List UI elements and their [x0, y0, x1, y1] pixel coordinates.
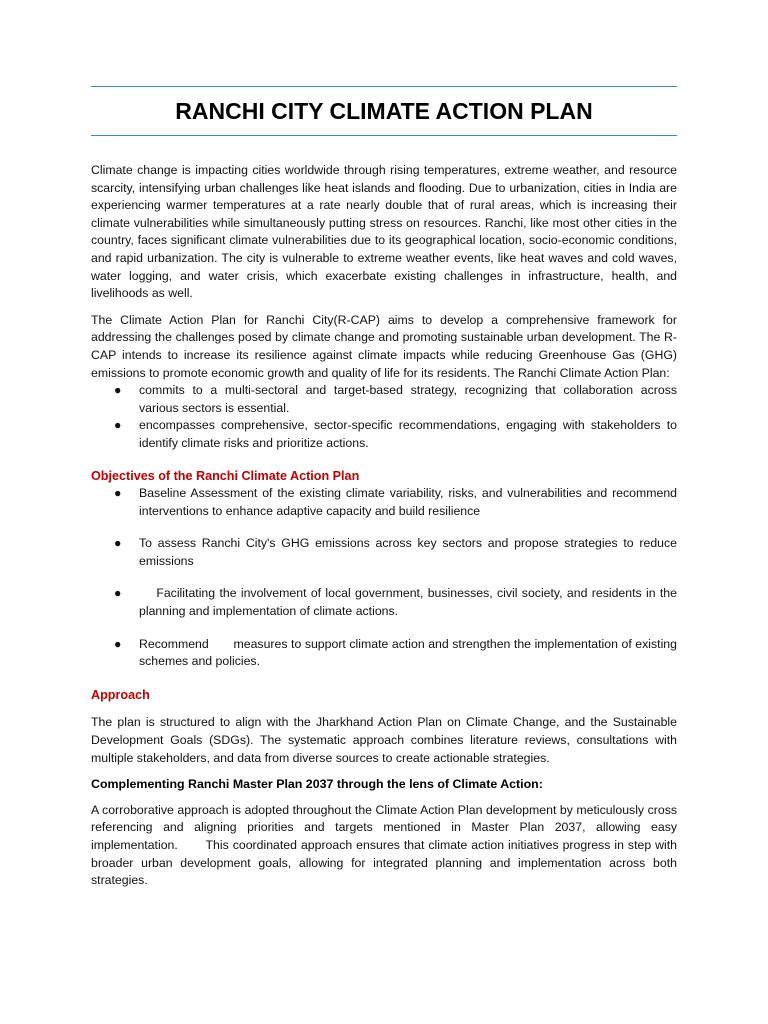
approach-heading: Approach	[91, 687, 150, 702]
list-item	[91, 535, 677, 570]
list-item-text: Baseline Assessment of the existing climate variability, risks, and vulnerabilities and recommend interventions to enhance adaptive capacity and build resilience	[139, 486, 677, 518]
list-item	[91, 382, 677, 417]
list-item-text: Recommend measures to support climate action and strengthen the implementation of existing schemes and policies.	[139, 636, 677, 669]
bullet-icon: ●	[114, 536, 122, 551]
plan-points-list	[91, 382, 677, 452]
complement-heading: Complementing Ranchi Master Plan 2037 through the lens of Climate Action:	[91, 777, 543, 792]
bullet-icon: ●	[114, 383, 122, 398]
bullet-icon: ●	[114, 636, 122, 651]
objectives-list	[91, 485, 677, 671]
objectives-heading: Objectives of the Ranchi Climate Action Plan	[91, 468, 360, 483]
list-item-text: commits to a multi-sectoral and target-based strategy, recognizing that collaboration across various sectors is essential.	[139, 383, 677, 415]
title-block	[91, 86, 677, 136]
approach-paragraph: The plan is structured to align with the Jharkhand Action Plan on Climate Change, and the Sustainable Development Goals (SDGs). The systematic approach combines literature reviews, consultations with multiple stakeholders, and data from diverse sources to create actionable strategies.	[91, 715, 677, 765]
bullet-icon: ●	[114, 486, 122, 501]
list-item-text: encompasses comprehensive, sector-specific recommendations, engaging with stakeholders to identify climate risks and prioritize actions.	[139, 418, 677, 450]
complement-paragraph: A corroborative approach is adopted throughout the Climate Action Plan development by meticulously cross referencing and aligning priorities and targets mentioned in Master Plan 2037, allowing easy implementation. This coordinated approach ensures that climate action initiatives progress in step with broader urban development goals, allowing for integrated planning and implementation across both strategies.	[91, 802, 677, 888]
list-item	[91, 417, 677, 452]
rcap-paragraph: The Climate Action Plan for Ranchi City(R-CAP) aims to develop a comprehensive framework for addressing the challenges posed by climate change and promoting sustainable urban development. The R-CAP intends to increase its resilience against climate impacts while reducing Greenhouse Gas (GHG) emissions to promote economic growth and quality of life for its residents. The Ranchi Climate Action Plan:	[91, 312, 677, 380]
bullet-icon: ●	[114, 418, 122, 433]
list-item-text: To assess Ranchi City's GHG emissions across key sectors and propose strategies to reduce emissions	[139, 536, 677, 568]
list-item	[91, 485, 677, 520]
page-title: RANCHI CITY CLIMATE ACTION PLAN	[175, 97, 593, 124]
bullet-icon: ●	[114, 586, 122, 601]
intro-paragraph: Climate change is impacting cities worldwide through rising temperatures, extreme weather, and resource scarcity, intensifying urban challenges like heat islands and flooding. Due to urbanization, cities in India are experiencing warmer temperatures at a rate nearly double that of rural areas, which is increasing their climate vulnerabilities while simultaneously putting stress on resources. Ranchi, like most other cities in the country, faces significant climate vulnerabilities due to its geographical location, socio-economic conditions, and rapid urbanization. The city is vulnerable to extreme weather events, like heat waves and cold waves, water logging, and water crisis, which exacerbate existing challenges in infrastructure, health, and livelihoods as well.	[91, 163, 677, 301]
list-item-text: Facilitating the involvement of local government, businesses, civil society, and residents in the planning and implementation of climate actions.	[139, 586, 677, 619]
document-page	[91, 86, 677, 890]
list-item	[91, 585, 677, 620]
list-item	[91, 636, 677, 671]
